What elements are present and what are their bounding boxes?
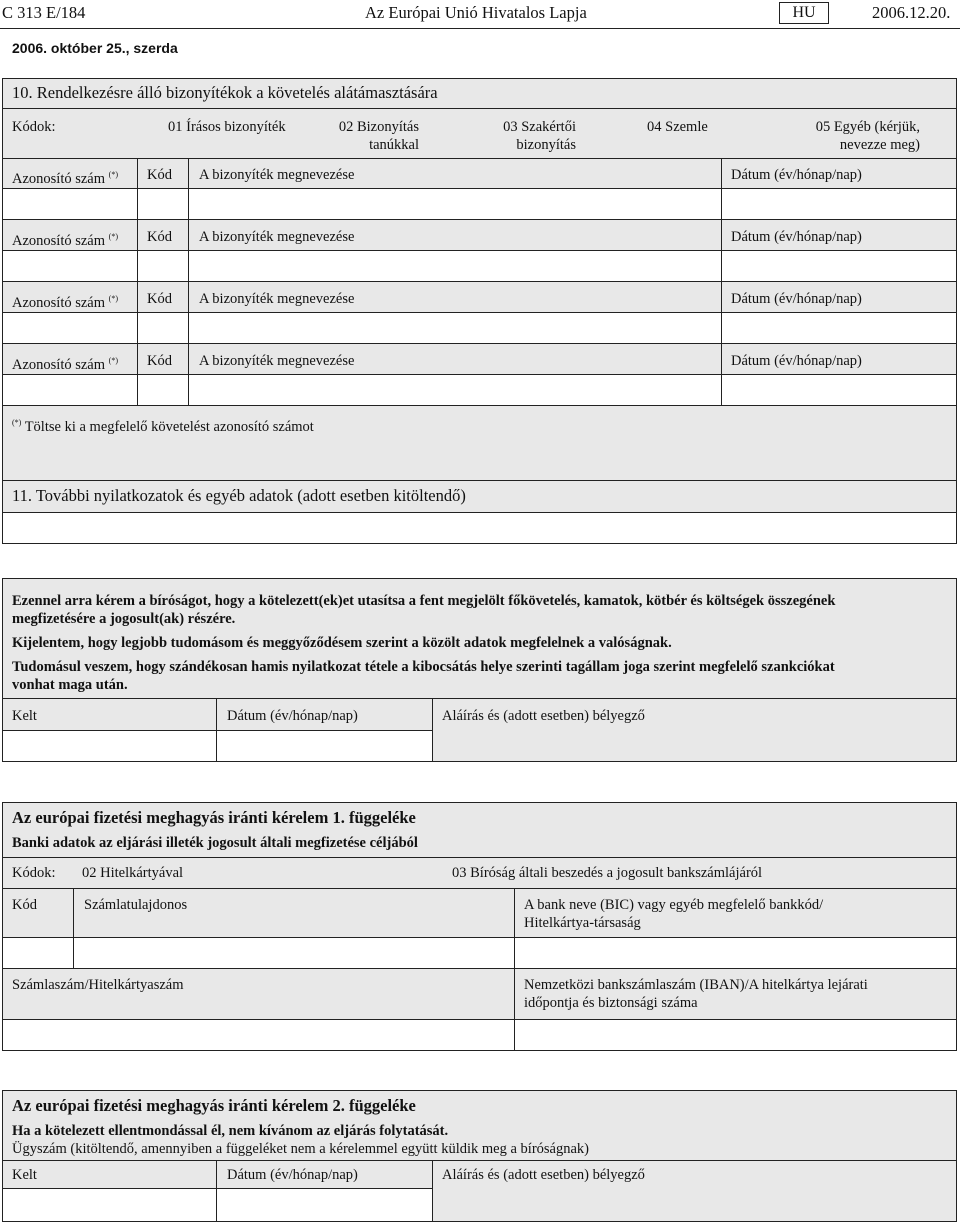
declaration-paragraph-3: Tudomásul veszem, hogy szándékosan hamis nyilatkozat tétele a kibocsátás helye szerinti tagállam joga szerint megfelelő szankciókat vonhat maga után. [12, 659, 835, 693]
evidence-code-label: Kód [147, 167, 172, 183]
evidence-code-label: Kód [147, 291, 172, 307]
evidence-id-field[interactable] [2, 374, 138, 406]
section-11-field[interactable] [2, 512, 957, 544]
header-rule [0, 28, 960, 29]
bank-name-label: A bank neve (BIC) vagy egyéb megfelelő bankkód/ Hitelkártya-társaság [524, 897, 824, 931]
evidence-id-field[interactable] [2, 250, 138, 282]
evidence-code-label: Kód [147, 353, 172, 369]
divider [2, 698, 957, 699]
journal-title: Az Európai Unió Hivatalos Lapja [365, 3, 587, 22]
iban-label: Nemzetközi bankszámlaszám (IBAN)/A hitelkártya lejárati időpontja és biztonsági száma [524, 977, 868, 1011]
evidence-name-field[interactable] [188, 250, 722, 282]
divider [2, 888, 957, 889]
evidence-id-label: Azonosító szám (*) [12, 170, 118, 187]
signature-label: Aláírás és (adott esetben) bélyegző [442, 708, 645, 724]
divider [2, 158, 957, 159]
divider [432, 698, 433, 730]
evidence-name-field[interactable] [188, 188, 722, 220]
codes-label: Kódok: [12, 865, 56, 881]
evidence-id-label: Azonosító szám (*) [12, 294, 118, 311]
sitting-date: 2006. október 25., szerda [12, 40, 178, 56]
place-label: Kelt [12, 708, 37, 724]
evidence-date-field[interactable] [721, 374, 957, 406]
divider [514, 888, 515, 937]
appendix-2-title: Az európai fizetési meghagyás iránti kérelem 2. függeléke [12, 1096, 416, 1115]
evidence-id-field[interactable] [2, 188, 138, 220]
declaration-paragraph-2: Kijelentem, hogy legjobb tudomásom és meggyőződésem szerint a közölt adatok megfelelnek a valóságnak. [12, 635, 672, 651]
divider [432, 1160, 433, 1188]
section-11-title: 11. További nyilatkozatok és egyéb adatok (adott esetben kitöltendő) [12, 486, 466, 505]
evidence-code-field[interactable] [137, 374, 189, 406]
evidence-name-field[interactable] [188, 374, 722, 406]
appendix-1-subtitle: Banki adatok az eljárási illeték jogosult általi megfizetése céljából [12, 835, 418, 851]
evidence-date-field[interactable] [721, 312, 957, 344]
section-10-title: 10. Rendelkezésre álló bizonyítékok a követelés alátámasztására [12, 83, 438, 102]
footnote: (*) Töltse ki a megfelelő követelést azonosító számot [12, 418, 314, 435]
case-number-note: Ügyszám (kitöltendő, amennyiben a függeléket nem a kérelemmel együtt küldik meg a bíróságnak) [12, 1141, 589, 1157]
evidence-code-field[interactable] [137, 188, 189, 220]
date-label: Dátum (év/hónap/nap) [227, 708, 358, 724]
account-holder-field[interactable] [73, 937, 515, 969]
iban-field[interactable] [514, 1019, 957, 1051]
place-field[interactable] [2, 730, 217, 762]
evidence-code-field[interactable] [137, 312, 189, 344]
publication-date: 2006.12.20. [872, 3, 951, 22]
evidence-date-label: Dátum (év/hónap/nap) [731, 229, 862, 245]
code-05: 05 Egyéb (kérjük, nevezze meg) [815, 119, 920, 153]
evidence-date-field[interactable] [721, 188, 957, 220]
evidence-date-label: Dátum (év/hónap/nap) [731, 291, 862, 307]
evidence-name-label: A bizonyíték megnevezése [199, 353, 355, 369]
divider [2, 108, 957, 109]
signature-label: Aláírás és (adott esetben) bélyegző [442, 1167, 645, 1183]
evidence-date-field[interactable] [721, 250, 957, 282]
divider [2, 857, 957, 858]
code-02: 02 Bizonyítás tanúkkal [338, 119, 419, 153]
account-holder-label: Számlatulajdonos [84, 897, 188, 913]
evidence-name-label: A bizonyíték megnevezése [199, 229, 355, 245]
evidence-id-field[interactable] [2, 312, 138, 344]
place-field[interactable] [2, 1188, 217, 1222]
language-badge: HU [779, 2, 829, 24]
code-04: 04 Szemle [647, 119, 708, 135]
date-field[interactable] [216, 730, 433, 762]
code-03-direct-debit: 03 Bíróság általi beszedés a jogosult bankszámlájáról [452, 865, 763, 881]
code-label: Kód [12, 897, 37, 913]
account-number-field[interactable] [2, 1019, 515, 1051]
evidence-id-label: Azonosító szám (*) [12, 356, 118, 373]
account-number-label: Számlaszám/Hitelkártyaszám [12, 977, 184, 993]
code-02-credit-card: 02 Hitelkártyával [82, 865, 184, 881]
date-label: Dátum (év/hónap/nap) [227, 1167, 358, 1183]
place-label: Kelt [12, 1167, 37, 1183]
evidence-id-label: Azonosító szám (*) [12, 232, 118, 249]
evidence-date-label: Dátum (év/hónap/nap) [731, 167, 862, 183]
evidence-name-label: A bizonyíték megnevezése [199, 291, 355, 307]
journal-reference: C 313 E/184 [2, 3, 86, 22]
evidence-code-field[interactable] [137, 250, 189, 282]
evidence-code-label: Kód [147, 229, 172, 245]
evidence-date-label: Dátum (év/hónap/nap) [731, 353, 862, 369]
code-field[interactable] [2, 937, 74, 969]
declaration-paragraph-1: Ezennel arra kérem a bíróságot, hogy a kötelezett(ek)et utasítsa a fent megjelölt főkövetelés, kamatok, kötbér és költségek összegének megfizetésére a jogosult(ak) részére. [12, 593, 836, 627]
codes-label: Kódok: [12, 119, 56, 135]
evidence-name-label: A bizonyíték megnevezése [199, 167, 355, 183]
bank-name-field[interactable] [514, 937, 957, 969]
appendix-1-title: Az európai fizetési meghagyás iránti kérelem 1. függeléke [12, 808, 416, 827]
evidence-name-field[interactable] [188, 312, 722, 344]
divider [2, 1160, 957, 1161]
appendix-2-subtitle: Ha a kötelezett ellentmondással él, nem kívánom az eljárás folytatását. [12, 1123, 449, 1139]
code-01: 01 Írásos bizonyíték [168, 119, 286, 135]
code-03: 03 Szakértői bizonyítás [503, 119, 576, 153]
date-field[interactable] [216, 1188, 433, 1222]
